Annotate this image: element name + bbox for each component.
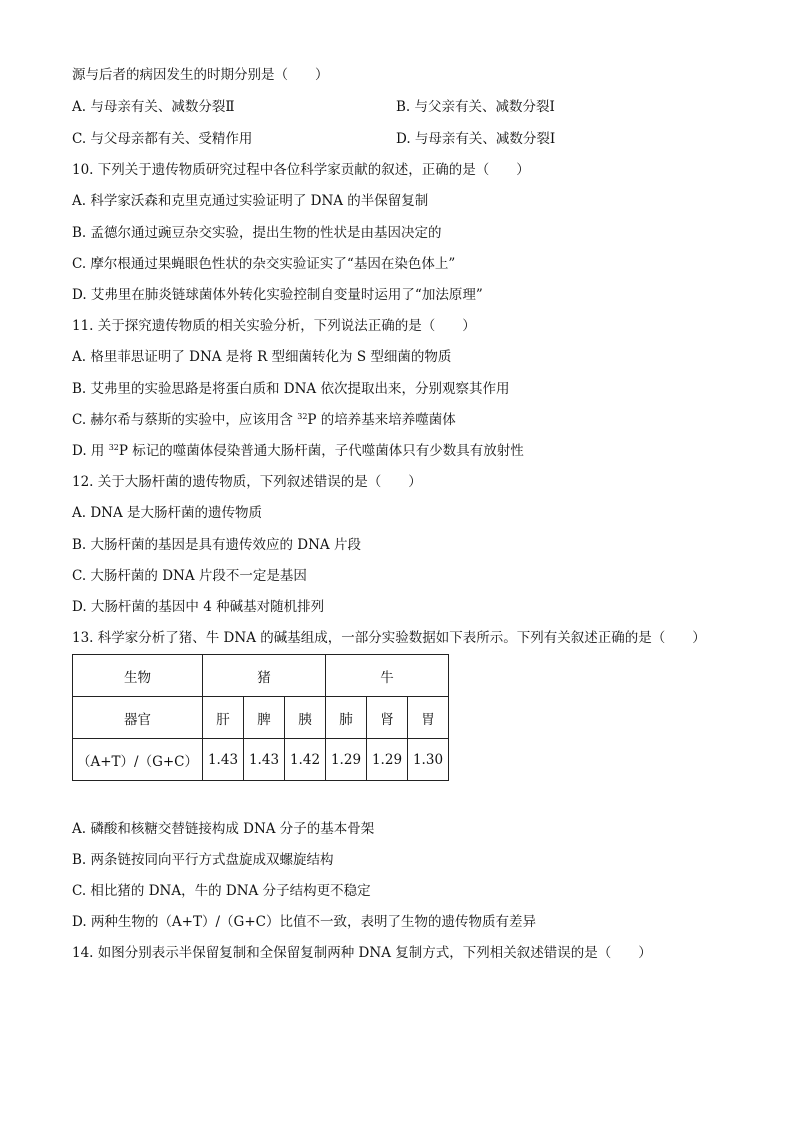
- table-cell-organ: 肾: [367, 697, 408, 739]
- q11-stem: 11. 关于探究遗传物质的相关实验分析，下列说法正确的是（ ）: [72, 318, 476, 334]
- q13-option-b: B. 两条链按同向平行方式盘旋成双螺旋结构: [72, 852, 334, 868]
- q12-option-b: B. 大肠杆菌的基因是具有遗传效应的 DNA 片段: [72, 537, 361, 553]
- table-label-ratio: （A+T）/（G+C）: [73, 739, 203, 781]
- table-label-organ: 器官: [73, 697, 203, 739]
- table-cell-value: 1.30: [408, 739, 449, 781]
- q11-option-c-text-post: P 的培养基来培养噬菌体: [307, 412, 456, 428]
- q11-option-c: [72, 411, 456, 429]
- q10-option-b: B. 孟德尔通过豌豆杂交实验，提出生物的性状是由基因决定的: [72, 225, 442, 241]
- q9-option-b: B. 与父亲有关、减数分裂Ⅰ: [396, 99, 555, 115]
- q11-option-d-text-post: P 标记的噬菌体侵染普通大肠杆菌，子代噬菌体只有少数具有放射性: [118, 443, 524, 459]
- q11-option-b: B. 艾弗里的实验思路是将蛋白质和 DNA 依次提取出来，分别观察其作用: [72, 381, 510, 397]
- table-header-pig: 猪: [203, 655, 326, 697]
- q11-option-d-text-pre: D. 用: [72, 443, 109, 459]
- table-row: [73, 739, 449, 781]
- q10-option-a: A. 科学家沃森和克里克通过实验证明了 DNA 的半保留复制: [72, 193, 429, 209]
- q12-option-d: D. 大肠杆菌的基因中 4 种碱基对随机排列: [72, 599, 325, 615]
- table-header-organism: 生物: [73, 655, 203, 697]
- q10-option-d: D. 艾弗里在肺炎链球菌体外转化实验控制自变量时运用了“加法原理”: [72, 287, 483, 303]
- q9-stem-tail: 源与后者的病因发生的时期分别是（ ）: [72, 67, 329, 83]
- table-header-cow: 牛: [326, 655, 449, 697]
- table-row: [73, 655, 449, 697]
- table-cell-value: 1.29: [367, 739, 408, 781]
- q9-option-d: D. 与母亲有关、减数分裂Ⅰ: [396, 131, 556, 147]
- q10-stem: 10. 下列关于遗传物质研究过程中各位科学家贡献的叙述，正确的是（ ）: [72, 162, 530, 178]
- q11-option-c-text-pre: C. 赫尔希与蔡斯的实验中，应该用含: [72, 412, 298, 428]
- q13-stem: 13. 科学家分析了猪、牛 DNA 的碱基组成，一部分实验数据如下表所示。下列有关叙述正确的是（ ）: [72, 630, 706, 646]
- table-cell-organ: 胃: [408, 697, 449, 739]
- q14-stem: 14. 如图分别表示半保留复制和全保留复制两种 DNA 复制方式，下列相关叙述错误的是（ ）: [72, 945, 652, 961]
- q9-option-a: A. 与母亲有关、减数分裂Ⅱ: [72, 99, 235, 115]
- table-cell-value: 1.29: [326, 739, 367, 781]
- q11-option-d: [72, 442, 524, 460]
- table-cell-organ: 肺: [326, 697, 367, 739]
- table-cell-organ: 胰: [285, 697, 326, 739]
- table-cell-value: 1.42: [285, 739, 326, 781]
- base-composition-table: [72, 654, 449, 781]
- q13-option-d: D. 两种生物的（A+T）/（G+C）比值不一致，表明了生物的遗传物质有差异: [72, 914, 536, 930]
- table-cell-organ: 脾: [244, 697, 285, 739]
- table-cell-value: 1.43: [203, 739, 244, 781]
- table-row: [73, 697, 449, 739]
- q13-option-c: C. 相比猪的 DNA，牛的 DNA 分子结构更不稳定: [72, 883, 371, 899]
- q12-stem: 12. 关于大肠杆菌的遗传物质，下列叙述错误的是（ ）: [72, 474, 422, 490]
- q11-option-a: A. 格里菲思证明了 DNA 是将 R 型细菌转化为 S 型细菌的物质: [72, 349, 452, 365]
- q9-option-c: C. 与父母亲都有关、受精作用: [72, 131, 253, 147]
- q11-option-d-superscript: 32: [108, 443, 119, 452]
- q12-option-a: A. DNA 是大肠杆菌的遗传物质: [72, 505, 263, 521]
- table-cell-organ: 肝: [203, 697, 244, 739]
- table-cell-value: 1.43: [244, 739, 285, 781]
- q13-option-a: A. 磷酸和核糖交替链接构成 DNA 分子的基本骨架: [72, 821, 375, 837]
- q11-option-c-superscript: 32: [297, 412, 308, 421]
- q10-option-c: C. 摩尔根通过果蝇眼色性状的杂交实验证实了“基因在染色体上”: [72, 256, 456, 272]
- q12-option-c: C. 大肠杆菌的 DNA 片段不一定是基因: [72, 568, 307, 584]
